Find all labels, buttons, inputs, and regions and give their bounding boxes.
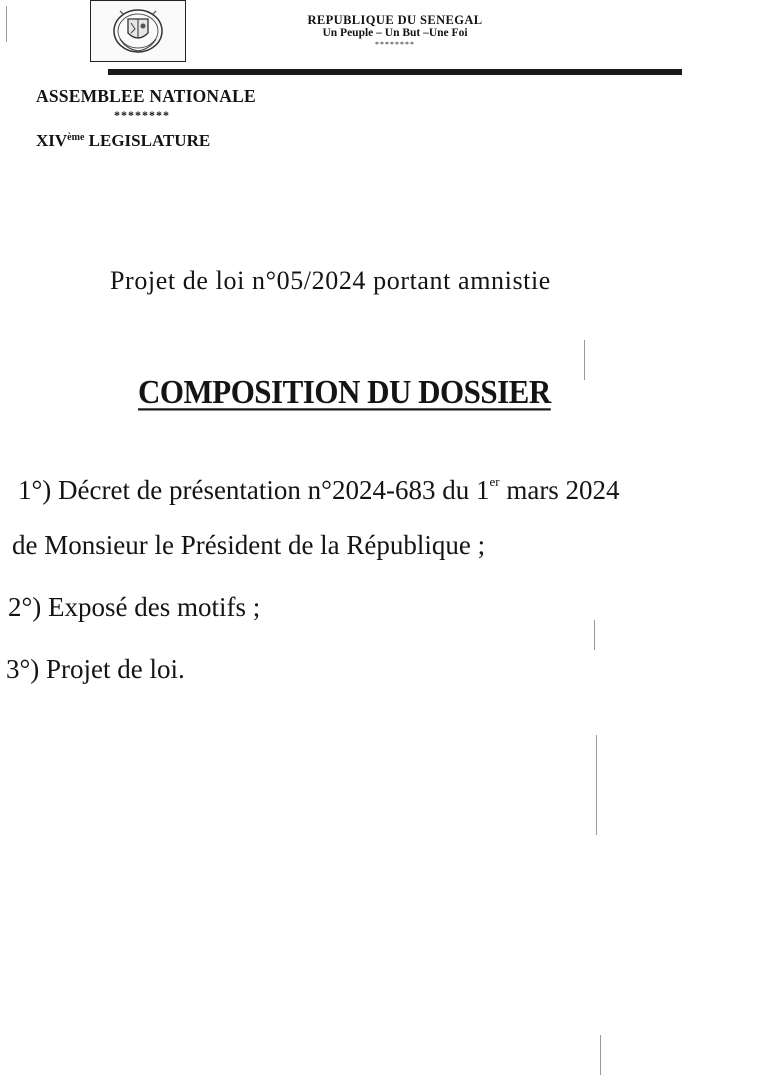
item-decree-text: 1°) Décret de présentation n°2024-683 du 1 (18, 475, 490, 505)
coat-of-arms-emblem (90, 0, 186, 62)
legislature-label (36, 131, 256, 151)
country-name: REPUBLIQUE DU SENEGAL (307, 13, 483, 27)
scan-mark-4 (600, 1035, 601, 1075)
assembly-name: ASSEMBLEE NATIONALE (36, 86, 256, 106)
assembly-block (36, 86, 256, 151)
national-motto: Un Peuple – Un But –Une Foi (322, 27, 468, 40)
republic-header (250, 13, 540, 49)
item-bill: 3°) Projet de loi. (6, 654, 185, 684)
bill-title: Projet de loi n°05/2024 portant amnistie (110, 266, 551, 295)
assembly-separator: ******** (114, 108, 170, 122)
item-decree (18, 474, 620, 506)
item-decree-date: mars 2024 (499, 475, 620, 505)
legislature-ordinal: ème (67, 132, 85, 143)
legislature-word: LEGISLATURE (84, 131, 211, 150)
scan-mark-left (6, 6, 7, 42)
item-decree-ordinal: er (489, 474, 500, 489)
item-motives: 2°) Exposé des motifs ; (8, 592, 261, 622)
senegal-coat-of-arms-icon (106, 5, 170, 57)
item-decree-continuation: de Monsieur le Président de la République ; (12, 530, 486, 560)
scan-mark-1 (584, 340, 585, 380)
header-rule (108, 69, 682, 75)
scan-mark-2 (594, 620, 595, 650)
motto-separator: ******** (375, 39, 415, 49)
scan-mark-3 (596, 735, 597, 835)
dossier-heading: COMPOSITION DU DOSSIER (138, 372, 551, 411)
legislature-number: XIV (36, 131, 68, 150)
